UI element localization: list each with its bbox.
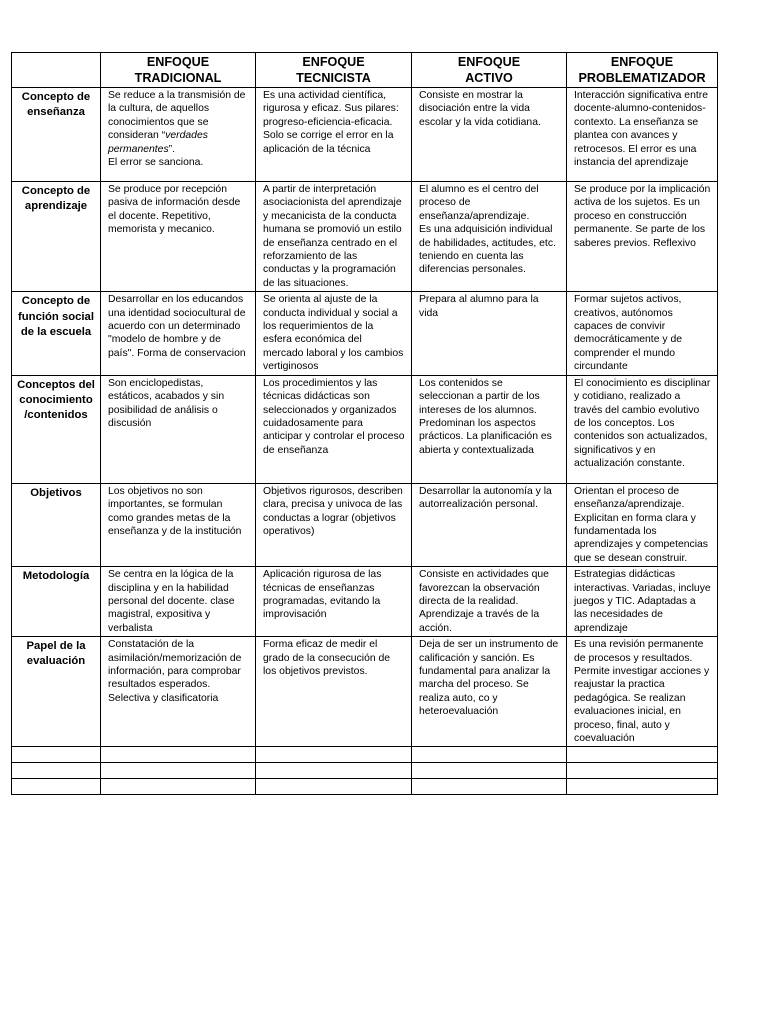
- cell-tradicional: Son enciclopedistas, estáticos, acabados y sin posibilidad de análisis o discusión: [101, 375, 256, 483]
- cell-tradicional: Desarrollar en los educandos una identidad sociocultural de acuerdo con un determinado "modelo de hombre y de país". Forma de conservacion: [101, 292, 256, 375]
- header-line: TRADICIONAL: [134, 70, 222, 85]
- table-row: [12, 292, 718, 375]
- header-line: TECNICISTA: [296, 70, 371, 85]
- cell-text: Se reduce a la transmisión de la cultura, de aquellos conocimientos que se consideran “: [108, 90, 246, 142]
- header-activo: [412, 53, 567, 88]
- empty-cell: [12, 747, 101, 763]
- empty-cell: [567, 779, 718, 795]
- cell-problematizador: Estrategias didácticas interactivas. Variadas, incluye juegos y TIC. Adaptadas a las necesidades de aprendizaje: [567, 567, 718, 637]
- cell-activo: Prepara al alumno para la vida: [412, 292, 567, 375]
- cell-text: ”.: [168, 143, 176, 155]
- cell-problematizador: Formar sujetos activos, creativos, autónomos capaces de convivir democráticamente y de comprender el mundo circundante: [567, 292, 718, 375]
- empty-cell: [256, 747, 412, 763]
- cell-problematizador: El conocimiento es disciplinar y cotidiano, realizado a través del cambio evolutivo de los conceptos. Los contenidos son actualizados, significativos y en actualización constante.: [567, 375, 718, 483]
- row-label: Conceptos del conocimiento /contenidos: [12, 375, 101, 483]
- cell-problematizador: Se produce por la implicación activa de los sujetos. Es un proceso en construcción permanente. Se parte de los saberes previos. Reflexivo: [567, 182, 718, 292]
- row-label: Objetivos: [12, 483, 101, 566]
- cell-text: Es una adquisición individual de habilidades, actitudes, etc. teniendo en cuenta las diferencias personales.: [419, 224, 556, 276]
- empty-cell: [412, 747, 567, 763]
- header-tecnicista: [256, 53, 412, 88]
- header-line: ENFOQUE: [610, 55, 674, 69]
- cell-tecnicista: Es una actividad científica, rigurosa y eficaz. Sus pilares: progreso-eficiencia-eficacia. Solo se corrige el error en la aplicación de la técnica: [256, 88, 412, 182]
- row-label: Papel de la evaluación: [12, 637, 101, 747]
- empty-row: [12, 779, 718, 795]
- header-tradicional: [101, 53, 256, 88]
- empty-row: [12, 747, 718, 763]
- header-line: ENFOQUE: [457, 55, 521, 69]
- table-row: [12, 567, 718, 637]
- cell-tecnicista: Objetivos rigurosos, describen clara, precisa y univoca de las conductas a lograr (objetivos operativos): [256, 483, 412, 566]
- row-label: Concepto de función social de la escuela: [12, 292, 101, 375]
- cell-emphasis: verdades permanentes: [108, 130, 208, 155]
- header-corner-cell: [12, 53, 101, 88]
- cell-tradicional: [101, 88, 256, 182]
- empty-cell: [12, 763, 101, 779]
- cell-activo: Consiste en actividades que favorezcan la observación directa de la realidad. Aprendizaje a través de la acción.: [412, 567, 567, 637]
- row-label: Metodología: [12, 567, 101, 637]
- cell-tecnicista: Se orienta al ajuste de la conducta individual y social a los requerimientos de la esfera económica del mercado laboral y los cambios vertiginosos: [256, 292, 412, 375]
- cell-problematizador: Es una revisión permanente de procesos y resultados. Permite investigar acciones y reajustar la practica pedagógica. Se realizan evaluaciones inicial, en proceso, final, auto y coevaluación: [567, 637, 718, 747]
- empty-cell: [101, 779, 256, 795]
- cell-text: El error se sanciona.: [108, 157, 204, 169]
- cell-problematizador: Orientan el proceso de enseñanza/aprendizaje. Explicitan en forma clara y fundamentada los aprendizajes y competencias que se desean construir.: [567, 483, 718, 566]
- cell-activo: Consiste en mostrar la disociación entre la vida escolar y la vida cotidiana.: [412, 88, 567, 182]
- table-row: [12, 182, 718, 292]
- header-line: ACTIVO: [465, 70, 513, 85]
- table-row: [12, 637, 718, 747]
- empty-cell: [567, 747, 718, 763]
- cell-tecnicista: A partir de interpretación asociacionista del aprendizaje y mecanicista de la conducta humana se promovió un estilo de enseñanza centrado en el reforzamiento de las conductas y la programación de las situaciones.: [256, 182, 412, 292]
- cell-activo: Los contenidos se seleccionan a partir de los intereses de los alumnos. Predominan los aspectos prácticos. La planificación es abierta y contextualizada: [412, 375, 567, 483]
- empty-cell: [567, 763, 718, 779]
- cell-activo: Desarrollar la autonomía y la autorrealización personal.: [412, 483, 567, 566]
- cell-tecnicista: Aplicación rigurosa de las técnicas de enseñanzas programadas, evitando la improvisación: [256, 567, 412, 637]
- empty-cell: [412, 763, 567, 779]
- empty-cell: [256, 779, 412, 795]
- header-problematizador: [567, 53, 718, 88]
- cell-tradicional: Los objetivos no son importantes, se formulan como grandes metas de la enseñanza y de la institución: [101, 483, 256, 566]
- header-row: [12, 53, 718, 88]
- header-line: PROBLEMATIZADOR: [578, 70, 706, 85]
- header-line: ENFOQUE: [146, 55, 210, 69]
- table-row: [12, 483, 718, 566]
- cell-text: El alumno es el centro del proceso de enseñanza/aprendizaje.: [419, 184, 539, 222]
- empty-row: [12, 763, 718, 779]
- cell-tradicional: Se produce por recepción pasiva de información desde el docente. Repetitivo, memorista y mecanico.: [101, 182, 256, 292]
- empty-cell: [256, 763, 412, 779]
- row-label: Concepto de aprendizaje: [12, 182, 101, 292]
- empty-cell: [101, 747, 256, 763]
- cell-activo: Deja de ser un instrumento de calificación y sanción. Es fundamental para analizar la marcha del proceso. Se realiza auto, co y heteroevaluación: [412, 637, 567, 747]
- comparison-table: [11, 52, 718, 795]
- cell-tecnicista: Forma eficaz de medir el grado de la consecución de los objetivos previstos.: [256, 637, 412, 747]
- cell-tradicional: Constatación de la asimilación/memorización de información, para comprobar resultados esperados. Selectiva y clasificatoria: [101, 637, 256, 747]
- empty-cell: [412, 779, 567, 795]
- cell-activo: [412, 182, 567, 292]
- empty-cell: [12, 779, 101, 795]
- cell-tecnicista: Los procedimientos y las técnicas didácticas son seleccionados y organizados cuidadosamente para anticipar y controlar el proceso de enseñanza: [256, 375, 412, 483]
- empty-cell: [101, 763, 256, 779]
- cell-tradicional: Se centra en la lógica de la disciplina y en la habilidad personal del docente. clase magistral, expositiva y verbalista: [101, 567, 256, 637]
- row-label: Concepto de enseñanza: [12, 88, 101, 182]
- table-row: [12, 88, 718, 182]
- table-row: [12, 375, 718, 483]
- header-line: ENFOQUE: [302, 55, 365, 69]
- cell-problematizador: Interacción significativa entre docente-alumno-contenidos-contexto. La enseñanza se plantea con avances y retrocesos. El error es una instancia del aprendizaje: [567, 88, 718, 182]
